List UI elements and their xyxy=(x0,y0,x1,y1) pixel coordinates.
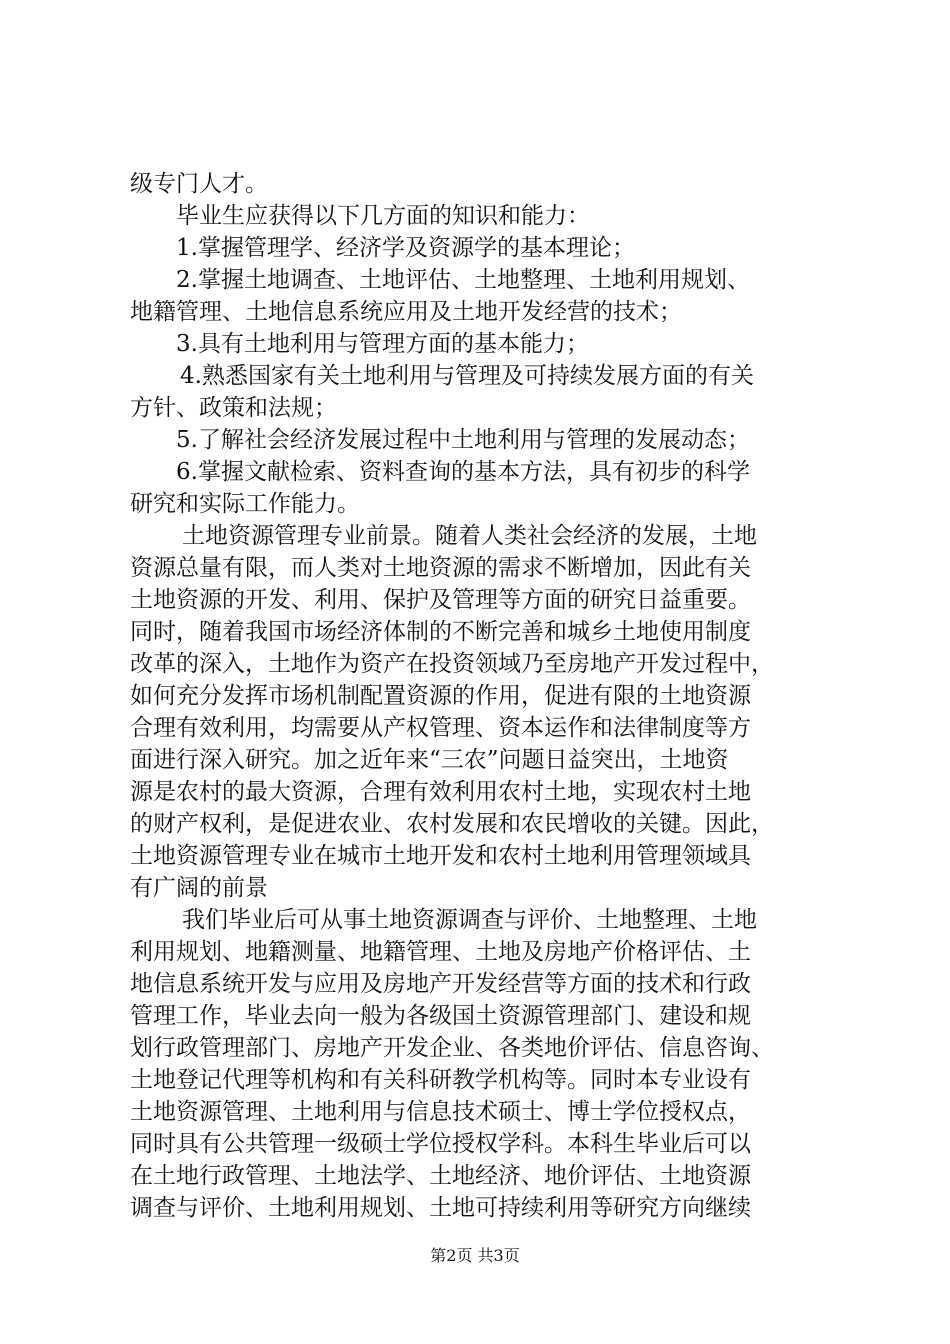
list-item-4: 4.熟悉国家有关土地利用与管理及可持续发展方面的有关 xyxy=(180,363,754,389)
text-line: 土地资源管理专业在城市土地开发和农村土地利用管理领域具 xyxy=(130,843,751,869)
text-line: 同时具有公共管理一级硕士学位授权学科。本科生毕业后可以 xyxy=(130,1131,751,1157)
text-line: 土地资源管理、土地利用与信息技术硕士、博士学位授权点， xyxy=(130,1099,751,1125)
text-line: 的财产权利，是促进农业、农村发展和农民增收的关键。因此， xyxy=(130,811,774,837)
text-line: 源是农村的最大资源，合理有效利用农村土地，实现农村土地 xyxy=(130,779,751,805)
text-line: 土地资源的开发、利用、保护及管理等方面的研究日益重要。 xyxy=(130,587,751,613)
document-body xyxy=(130,168,834,1224)
page-number-footer: 第2页 共3页 xyxy=(430,1246,520,1265)
list-item-6: 6.掌握文献检索、资料查询的基本方法，具有初步的科学 xyxy=(176,459,750,485)
text-line: 利用规划、地籍测量、地籍管理、土地及房地产价格评估、土 xyxy=(130,939,751,965)
text-line: 级专门人才。 xyxy=(130,171,268,197)
list-item-5: 5.了解社会经济发展过程中土地利用与管理的发展动态； xyxy=(176,427,750,453)
text-line: 调查与评价、土地利用规划、土地可持续利用等研究方向继续 xyxy=(130,1195,751,1221)
text-line: 土地登记代理等机构和有关科研教学机构等。同时本专业设有 xyxy=(130,1067,751,1093)
list-item-2: 2.掌握土地调查、土地评估、土地整理、土地利用规划、 xyxy=(176,267,750,293)
paragraph-start: 我们毕业后可从事土地资源调查与评价、土地整理、土地 xyxy=(182,907,757,933)
text-line: 研究和实际工作能力。 xyxy=(130,491,360,517)
text-line: 面进行深入研究。加之近年来“三农”问题日益突出，土地资 xyxy=(130,747,729,773)
text-line: 同时，随着我国市场经济体制的不断完善和城乡土地使用制度 xyxy=(130,619,751,645)
text-line: 地信息系统开发与应用及房地产开发经营等方面的技术和行政 xyxy=(130,971,751,997)
text-line: 地籍管理、土地信息系统应用及土地开发经营的技术； xyxy=(130,299,682,325)
text-line: 合理有效利用，均需要从产权管理、资本运作和法律制度等方 xyxy=(130,715,751,741)
text-line: 管理工作，毕业去向一般为各级国土资源管理部门、建设和规 xyxy=(130,1003,751,1029)
text-line: 方针、政策和法规； xyxy=(130,395,337,421)
text-line: 改革的深入，土地作为资产在投资领域乃至房地产开发过程中， xyxy=(130,651,774,677)
text-line: 划行政管理部门、房地产开发企业、各类地价评估、信息咨询、 xyxy=(130,1035,774,1061)
list-item-1: 1.掌握管理学、经济学及资源学的基本理论； xyxy=(176,235,635,261)
list-item-3: 3.具有土地利用与管理方面的基本能力； xyxy=(176,331,589,357)
text-line: 毕业生应获得以下几方面的知识和能力： xyxy=(176,203,590,229)
paragraph-start: 土地资源管理专业前景。随着人类社会经济的发展，土地 xyxy=(182,523,757,549)
text-line: 如何充分发挥市场机制配置资源的作用，促进有限的土地资源 xyxy=(130,683,751,709)
text-line: 在土地行政管理、土地法学、土地经济、地价评估、土地资源 xyxy=(130,1163,751,1189)
text-line: 有广阔的前景 xyxy=(130,875,268,901)
text-line: 资源总量有限，而人类对土地资源的需求不断增加，因此有关 xyxy=(130,555,751,581)
